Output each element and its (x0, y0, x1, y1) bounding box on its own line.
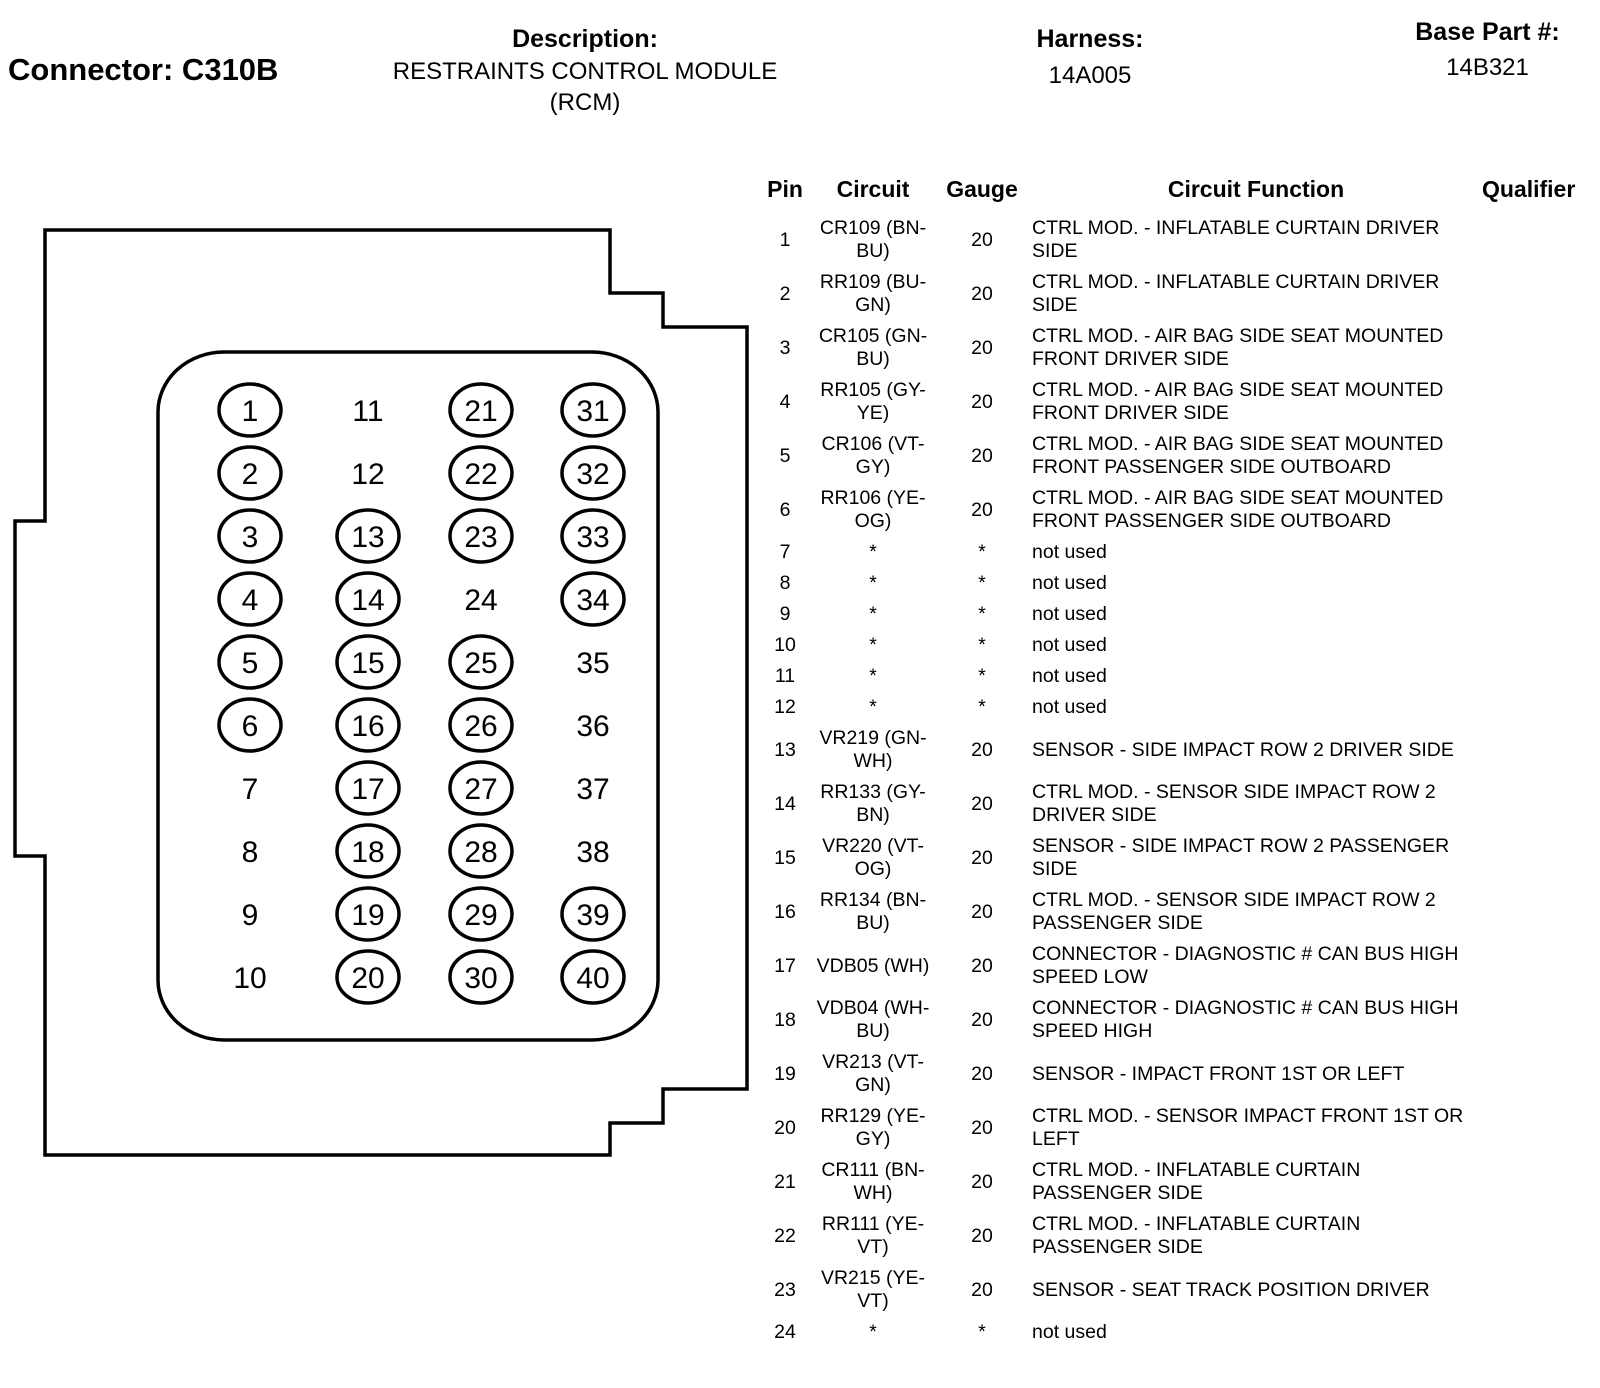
circuit-cell: CR106 (VT-GY) (821, 433, 925, 478)
pin-cavity-circled (562, 573, 624, 625)
table-row (758, 599, 1570, 630)
circuit-cell: * (869, 696, 877, 718)
pin-cavity-plain (352, 395, 383, 428)
description-value-line1: RESTRAINTS CONTROL MODULE (392, 58, 778, 85)
pin-number: 18 (351, 835, 385, 869)
pin-number: 33 (576, 520, 610, 554)
pin-cavity-circled (450, 888, 512, 940)
pin-number: 28 (464, 835, 498, 869)
circuit-function-cell: CTRL MOD. - INFLATABLE CURTAIN PASSENGER SIDE (1032, 1213, 1361, 1258)
gauge-cell: * (978, 634, 986, 656)
pin-number: 2 (241, 457, 259, 491)
pin-number: 26 (464, 709, 498, 743)
pin-number: 19 (351, 898, 385, 932)
pin-number: 31 (576, 394, 610, 428)
pin-cell: 14 (774, 792, 796, 815)
pin-cavity-plain (576, 647, 609, 680)
circuit-cell: RR134 (BN-BU) (819, 889, 927, 934)
circuit-function-cell: not used (1032, 1321, 1107, 1343)
circuit-function-cell: CTRL MOD. - SENSOR SIDE IMPACT ROW 2 PASSENGER SIDE (1032, 889, 1436, 934)
pin-number: 25 (464, 646, 498, 680)
description-label: Description: (512, 25, 658, 53)
qualifier-cell (1482, 599, 1570, 630)
pin-cavity-circled (562, 888, 624, 940)
circuit-cell: * (869, 1321, 877, 1343)
circuit-cell: CR105 (GN-BU) (818, 325, 928, 370)
pin-cell: 23 (774, 1278, 796, 1301)
qualifier-cell (1482, 1263, 1570, 1317)
circuit-function-cell: SENSOR - IMPACT FRONT 1ST OR LEFT (1032, 1062, 1405, 1085)
connector-face-diagram (0, 0, 770, 1388)
pin-number: 3 (241, 520, 259, 554)
circuit-function-cell: not used (1032, 634, 1107, 656)
table-row (758, 661, 1570, 692)
connector-title: Connector: C310B (8, 52, 279, 87)
pin-cell: 18 (774, 1008, 796, 1031)
pin-cell: 22 (774, 1224, 796, 1247)
qualifier-cell (1482, 1155, 1570, 1209)
gauge-cell: 20 (971, 228, 993, 251)
pin-cavity-plain (576, 710, 609, 743)
pin-cavity-circled (562, 447, 624, 499)
pin-cell: 24 (774, 1321, 796, 1343)
circuit-cell: * (869, 634, 877, 656)
pin-cavity-plain (242, 899, 259, 932)
pin-cell: 16 (774, 900, 796, 923)
circuit-function-cell: not used (1032, 696, 1107, 718)
gauge-cell: * (978, 603, 986, 625)
gauge-cell: 20 (971, 1008, 993, 1031)
circuit-function-cell: CTRL MOD. - AIR BAG SIDE SEAT MOUNTED FRONT PASSENGER SIDE OUTBOARD (1032, 487, 1444, 532)
pin-number: 34 (576, 583, 610, 617)
pin-cavity-circled (562, 384, 624, 436)
pin-number: 4 (241, 583, 259, 617)
pin-cavity-circled (337, 510, 399, 562)
qualifier-cell (1482, 692, 1570, 723)
pin-cavity-plain (464, 584, 497, 617)
pin-cavity-circled (450, 636, 512, 688)
gauge-cell: 20 (971, 444, 993, 467)
table-row (758, 885, 1570, 939)
pin-cell: 3 (779, 336, 791, 359)
circuit-function-cell: SENSOR - SIDE IMPACT ROW 2 DRIVER SIDE (1032, 738, 1454, 761)
pin-number: 38 (576, 835, 610, 869)
pin-number: 29 (464, 898, 498, 932)
pin-number: 23 (464, 520, 498, 554)
qualifier-cell (1482, 1047, 1570, 1101)
pin-cell: 10 (774, 634, 796, 656)
circuit-cell: VR215 (YE-VT) (820, 1267, 926, 1312)
base-part-label: Base Part #: (1415, 18, 1560, 46)
gauge-cell: * (978, 665, 986, 687)
circuit-function-cell: CTRL MOD. - AIR BAG SIDE SEAT MOUNTED FRONT PASSENGER SIDE OUTBOARD (1032, 433, 1444, 478)
gauge-cell: 20 (971, 792, 993, 815)
gauge-cell: * (978, 1321, 986, 1343)
table-row (758, 321, 1570, 375)
pin-cavity-circled (337, 636, 399, 688)
pin-cell: 17 (774, 954, 796, 977)
pin-grid (219, 384, 624, 1003)
pin-cavity-circled (337, 699, 399, 751)
qualifier-cell (1482, 568, 1570, 599)
circuit-cell: * (869, 572, 877, 594)
circuit-cell: CR109 (BN-BU) (819, 217, 927, 262)
pin-cavity-plain (233, 962, 266, 995)
qualifier-cell (1482, 630, 1570, 661)
gauge-cell: 20 (971, 1116, 993, 1139)
pin-table-body (758, 213, 1570, 1348)
pin-number: 5 (241, 646, 259, 680)
circuit-function-cell: not used (1032, 665, 1107, 687)
pin-cell: 7 (779, 541, 791, 563)
pin-number: 27 (464, 772, 498, 806)
pin-cavity-circled (219, 384, 281, 436)
gauge-cell: 20 (971, 900, 993, 923)
pin-number: 7 (241, 772, 259, 806)
gauge-cell: 20 (971, 1224, 993, 1247)
circuit-function-cell: CTRL MOD. - SENSOR IMPACT FRONT 1ST OR LEFT (1032, 1105, 1464, 1150)
pin-number: 40 (576, 961, 610, 995)
pin-cavity-circled (337, 888, 399, 940)
qualifier-cell (1482, 375, 1570, 429)
circuit-function-cell: SENSOR - SEAT TRACK POSITION DRIVER (1032, 1278, 1430, 1301)
pin-cavity-circled (219, 447, 281, 499)
base-part-block (1385, 18, 1590, 82)
circuit-cell: * (869, 603, 877, 625)
pin-number: 6 (241, 709, 259, 743)
circuit-function-cell: CTRL MOD. - INFLATABLE CURTAIN DRIVER SIDE (1032, 271, 1440, 316)
pin-cavity-circled (337, 825, 399, 877)
table-row (758, 1155, 1570, 1209)
circuit-cell: VR213 (VT-GN) (822, 1051, 924, 1096)
pin-cavity-plain (576, 773, 609, 806)
pin-number: 16 (351, 709, 385, 743)
pin-cavity-plain (242, 773, 259, 806)
pin-number: 39 (576, 898, 610, 932)
circuit-cell: VDB05 (WH) (816, 954, 930, 977)
qualifier-cell (1482, 993, 1570, 1047)
gauge-cell: * (978, 541, 986, 563)
circuit-function-cell: SENSOR - SIDE IMPACT ROW 2 PASSENGER SIDE (1032, 835, 1450, 880)
pin-number: 20 (351, 961, 385, 995)
pin-cavity-circled (219, 510, 281, 562)
gauge-cell: 20 (971, 846, 993, 869)
pin-number: 8 (241, 835, 259, 869)
table-row (758, 429, 1570, 483)
qualifier-cell (1482, 885, 1570, 939)
harness-value: 14A005 (1048, 62, 1132, 89)
circuit-cell: RR133 (GY-BN) (820, 781, 926, 826)
qualifier-cell (1482, 661, 1570, 692)
circuit-function-cell: CTRL MOD. - INFLATABLE CURTAIN DRIVER SIDE (1032, 217, 1440, 262)
gauge-cell: * (978, 696, 986, 718)
table-row (758, 375, 1570, 429)
gauge-cell: 20 (971, 1170, 993, 1193)
gauge-cell: 20 (971, 738, 993, 761)
pin-number: 14 (351, 583, 385, 617)
pin-cell: 15 (774, 846, 796, 869)
header-qualifier: Qualifier (1482, 176, 1576, 202)
pin-cavity-circled (562, 951, 624, 1003)
qualifier-cell (1482, 321, 1570, 375)
gauge-cell: 20 (971, 498, 993, 521)
circuit-function-cell: CONNECTOR - DIAGNOSTIC # CAN BUS HIGH SPEED HIGH (1032, 997, 1459, 1042)
qualifier-cell (1482, 1209, 1570, 1263)
pin-cell: 1 (779, 228, 791, 251)
table-row (758, 537, 1570, 568)
table-row (758, 1317, 1570, 1348)
pin-number: 35 (576, 646, 610, 680)
pin-cell: 20 (774, 1116, 796, 1139)
circuit-function-cell: not used (1032, 603, 1107, 625)
circuit-function-cell: CTRL MOD. - SENSOR SIDE IMPACT ROW 2 DRIVER SIDE (1032, 781, 1436, 826)
pin-cell: 5 (779, 444, 791, 467)
table-row (758, 568, 1570, 599)
qualifier-cell (1482, 831, 1570, 885)
gauge-cell: 20 (971, 336, 993, 359)
circuit-cell: RR105 (GY-YE) (820, 379, 926, 424)
pin-cavity-circled (450, 825, 512, 877)
table-header-row (758, 176, 1570, 213)
pin-cavity-circled (337, 573, 399, 625)
circuit-cell: CR111 (BN-WH) (821, 1159, 925, 1204)
pin-cavity-circled (219, 636, 281, 688)
pin-table-section (758, 176, 1588, 1348)
qualifier-cell (1482, 777, 1570, 831)
circuit-cell: VR219 (GN-WH) (819, 727, 927, 772)
header-circuit: Circuit (836, 176, 910, 202)
qualifier-cell (1482, 939, 1570, 993)
table-row (758, 993, 1570, 1047)
pin-number: 9 (241, 898, 259, 932)
pin-number: 30 (464, 961, 498, 995)
pin-cavity-circled (337, 951, 399, 1003)
pin-cavity-circled (562, 510, 624, 562)
gauge-cell: 20 (971, 1278, 993, 1301)
circuit-cell: * (869, 665, 877, 687)
circuit-function-cell: CTRL MOD. - AIR BAG SIDE SEAT MOUNTED FRONT DRIVER SIDE (1032, 379, 1444, 424)
table-row (758, 1047, 1570, 1101)
pin-cell: 21 (774, 1170, 796, 1193)
table-row (758, 692, 1570, 723)
pin-cavity-circled (219, 573, 281, 625)
circuit-cell: RR106 (YE-OG) (820, 487, 926, 532)
pin-cell: 2 (779, 282, 791, 305)
pin-number: 12 (351, 457, 385, 491)
pin-number: 1 (241, 394, 259, 428)
qualifier-cell (1482, 429, 1570, 483)
pin-number: 10 (233, 961, 267, 995)
pin-number: 22 (464, 457, 498, 491)
gauge-cell: * (978, 572, 986, 594)
pin-cell: 19 (774, 1062, 796, 1085)
pin-cell: 11 (774, 665, 796, 687)
circuit-function-cell: not used (1032, 572, 1107, 594)
pin-number: 24 (464, 583, 498, 617)
pin-cavity-circled (219, 699, 281, 751)
pin-cavity-circled (450, 384, 512, 436)
pin-cavity-circled (450, 951, 512, 1003)
table-row (758, 777, 1570, 831)
table-row (758, 1263, 1570, 1317)
circuit-cell: * (869, 541, 877, 563)
pin-cell: 13 (774, 738, 796, 761)
circuit-cell: RR129 (YE-GY) (820, 1105, 926, 1150)
pin-cell: 6 (779, 498, 791, 521)
pin-cell: 12 (774, 696, 796, 718)
gauge-cell: 20 (971, 1062, 993, 1085)
pin-cavity-circled (450, 447, 512, 499)
circuit-cell: VDB04 (WH-BU) (816, 997, 930, 1042)
gauge-cell: 20 (971, 282, 993, 305)
pin-number: 37 (576, 772, 610, 806)
qualifier-cell (1482, 267, 1570, 321)
table-row (758, 831, 1570, 885)
qualifier-cell (1482, 537, 1570, 568)
pin-cavity-plain (242, 836, 259, 869)
pin-number: 32 (576, 457, 610, 491)
table-row (758, 723, 1570, 777)
gauge-cell: 20 (971, 390, 993, 413)
header-pin: Pin (767, 176, 803, 202)
circuit-cell: RR111 (YE-VT) (821, 1213, 925, 1258)
description-value-line2: (RCM) (549, 89, 621, 116)
table-row (758, 630, 1570, 661)
pin-number: 15 (351, 646, 385, 680)
pin-cell: 9 (779, 603, 791, 625)
pin-cell: 8 (779, 572, 791, 594)
qualifier-cell (1482, 723, 1570, 777)
gauge-cell: 20 (971, 954, 993, 977)
pin-cavity-plain (351, 458, 384, 491)
table-row (758, 1209, 1570, 1263)
qualifier-cell (1482, 1317, 1570, 1348)
pin-cavity-circled (450, 699, 512, 751)
pin-cavity-plain (576, 836, 609, 869)
table-row (758, 939, 1570, 993)
circuit-function-cell: not used (1032, 541, 1107, 563)
header-circuit-function: Circuit Function (1167, 176, 1345, 202)
table-row (758, 1101, 1570, 1155)
pin-table (758, 176, 1576, 1348)
qualifier-cell (1482, 1101, 1570, 1155)
pin-number: 21 (464, 394, 498, 428)
table-row (758, 483, 1570, 537)
harness-block (995, 25, 1185, 90)
harness-label: Harness: (1036, 25, 1144, 53)
header-gauge: Gauge (946, 176, 1018, 202)
qualifier-cell (1482, 213, 1570, 267)
circuit-function-cell: CTRL MOD. - INFLATABLE CURTAIN PASSENGER SIDE (1032, 1159, 1361, 1204)
pin-cavity-circled (450, 762, 512, 814)
pin-number: 17 (351, 772, 385, 806)
circuit-cell: VR220 (VT-OG) (822, 835, 924, 880)
circuit-function-cell: CTRL MOD. - AIR BAG SIDE SEAT MOUNTED FRONT DRIVER SIDE (1032, 325, 1444, 370)
circuit-cell: RR109 (BU-GN) (819, 271, 927, 316)
pin-number: 36 (576, 709, 610, 743)
pin-number: 11 (352, 394, 384, 428)
pin-cavity-circled (337, 762, 399, 814)
table-row (758, 267, 1570, 321)
pin-number: 13 (351, 520, 385, 554)
circuit-function-cell: CONNECTOR - DIAGNOSTIC # CAN BUS HIGH SPEED LOW (1032, 943, 1459, 988)
table-row (758, 213, 1570, 267)
qualifier-cell (1482, 483, 1570, 537)
pin-cell: 4 (779, 390, 791, 413)
pin-cavity-circled (450, 510, 512, 562)
base-part-value: 14B321 (1446, 54, 1529, 81)
